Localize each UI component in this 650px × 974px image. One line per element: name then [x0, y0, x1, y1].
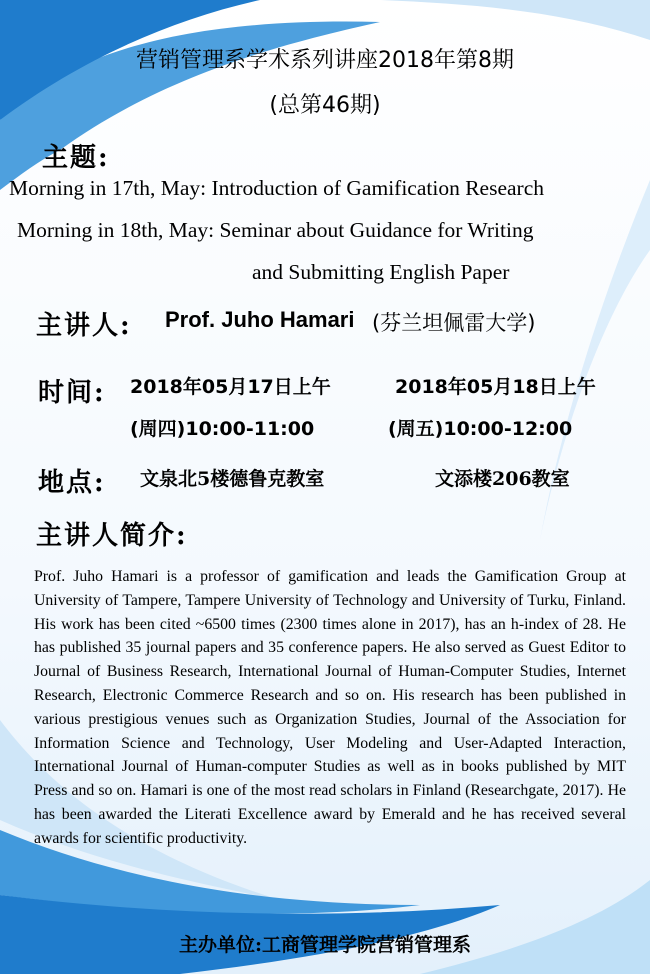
- speaker-name: Prof. Juho Hamari: [165, 307, 355, 332]
- bio-label: 主讲人简介:: [36, 521, 188, 551]
- topic-label: 主题:: [42, 143, 110, 173]
- time-slot-2: (周五)10:00-12:00: [388, 418, 573, 440]
- speaker-label: 主讲人:: [36, 311, 132, 341]
- venue-place-1: 文泉北5楼德鲁克教室: [140, 468, 325, 490]
- poster-subtitle: (总第46期): [269, 93, 381, 118]
- time-label: 时间:: [38, 378, 106, 408]
- time-date-2: 2018年05月18日上午: [395, 376, 596, 398]
- time-date-1: 2018年05月17日上午: [130, 376, 331, 398]
- bio-text: Prof. Juho Hamari is a professor of gamification and leads the Gamification Group at University of Tampere, Tampere University of Technology and University of Turku, Finland. His work has been cited ~6500 times (2300 times alone in 2017), has an h-index of 28. He has published 35 journal papers and 35 conference papers. He also served as Guest Editor to Journal of Business Research, International Journal of Human-Computer Studies, Internet Research, Electronic Commerce Research and so on. His research has been published in various prestigious venues such as Organization Studies, Journal of the Association for Information Science and Technology, User Modeling and User-Adapted Interaction, International Journal of Human-computer Studies as well as in books published by MIT Press and so on. Hamari is one of the most read scholars in Finland (Researchgate, 2017). He has been awarded the Literati Excellence award by Emerald and he has received several awards for scientific productivity.: [34, 568, 626, 847]
- time-slot-1: (周四)10:00-11:00: [130, 418, 315, 440]
- topic-line-1: Morning in 17th, May: Introduction of Gamification Research: [9, 176, 544, 200]
- venue-place-2: 文添楼206教室: [435, 468, 570, 490]
- venue-label: 地点:: [38, 468, 106, 498]
- topic-line-2: Morning in 18th, May: Seminar about Guidance for Writing: [17, 218, 534, 242]
- organizer-footer: 主办单位:工商管理学院营销管理系: [178, 934, 471, 956]
- poster-title: 营销管理系学术系列讲座2018年第8期: [136, 48, 514, 73]
- speaker-affiliation: (芬兰坦佩雷大学): [372, 311, 536, 335]
- topic-line-3: and Submitting English Paper: [252, 260, 510, 284]
